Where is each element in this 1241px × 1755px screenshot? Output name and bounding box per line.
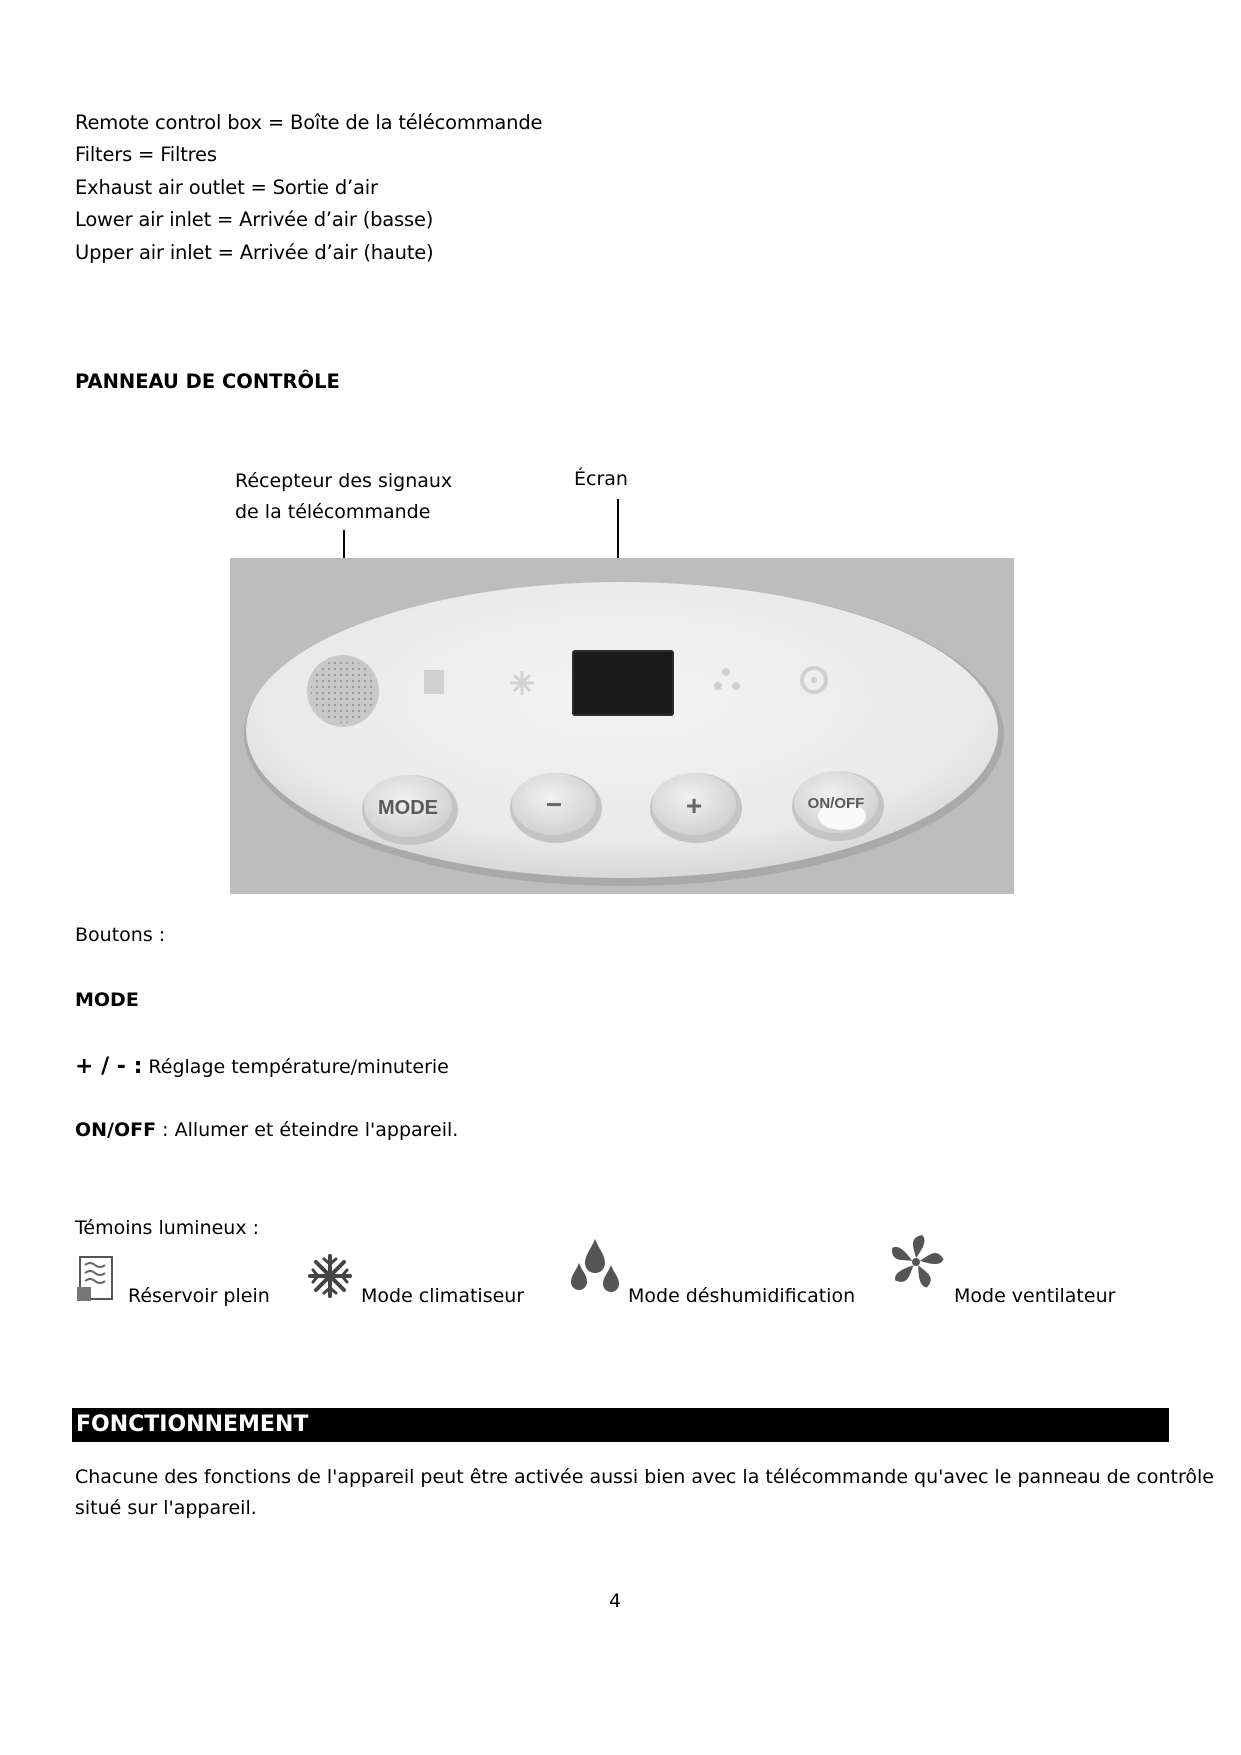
onoff-text: : Allumer et éteindre l'appareil.	[156, 1119, 459, 1141]
buttons-intro: Boutons :	[75, 924, 166, 946]
legend-line: Remote control box = Boîte de la télécommande	[75, 111, 543, 134]
screen-callout: Écran	[574, 468, 628, 490]
onoff-button-label: ON/OFF	[807, 795, 865, 812]
indicator-label: Mode climatiseur	[361, 1285, 525, 1307]
legend-line: Upper air inlet = Arrivée d’air (haute)	[75, 241, 434, 264]
plusminus-text: Réglage température/minuterie	[148, 1056, 449, 1078]
control-panel-image	[230, 558, 1014, 894]
page-number: 4	[609, 1590, 622, 1612]
indicators-intro: Témoins lumineux :	[75, 1217, 260, 1239]
receiver-callout-line1: Récepteur des signaux	[235, 470, 453, 492]
operation-paragraph-line1: Chacune des fonctions de l'appareil peut être activée aussi bien avec la télécommande qu'avec le panneau de contrôle	[75, 1466, 1214, 1488]
plusminus-key: + / - :	[75, 1054, 143, 1079]
fan-icon	[887, 1233, 945, 1291]
section-title: PANNEAU DE CONTRÔLE	[75, 370, 340, 393]
plus-button[interactable]	[650, 773, 742, 843]
mode-button[interactable]	[362, 775, 458, 845]
receiver-callout-line2: de la télécommande	[235, 501, 431, 523]
droplets-icon	[567, 1237, 623, 1297]
display-screen	[572, 650, 674, 716]
operation-paragraph-line2: situé sur l'appareil.	[75, 1497, 257, 1519]
mode-button-label: MODE	[378, 797, 438, 819]
legend-line: Exhaust air outlet = Sortie d’air	[75, 176, 378, 199]
minus-button-label: −	[545, 789, 563, 820]
onoff-button[interactable]	[792, 771, 884, 841]
water-tank-icon	[74, 1253, 120, 1303]
snowflake-icon	[307, 1253, 353, 1299]
onoff-key: ON/OFF	[75, 1119, 157, 1141]
minus-button[interactable]	[510, 773, 602, 843]
mode-heading: MODE	[75, 989, 139, 1011]
operation-title: FONCTIONNEMENT	[76, 1412, 309, 1437]
indicator-label: Mode déshumidification	[628, 1285, 856, 1307]
legend-line: Filters = Filtres	[75, 143, 217, 166]
ir-receiver	[307, 655, 379, 727]
plus-button-label: +	[685, 790, 703, 821]
legend-line: Lower air inlet = Arrivée d’air (basse)	[75, 208, 434, 231]
plusminus-description	[75, 1056, 449, 1078]
indicator-label: Mode ventilateur	[954, 1285, 1116, 1307]
onoff-description	[75, 1121, 458, 1140]
water-tank-indicator-icon	[424, 670, 444, 694]
indicator-label: Réservoir plein	[128, 1285, 270, 1307]
